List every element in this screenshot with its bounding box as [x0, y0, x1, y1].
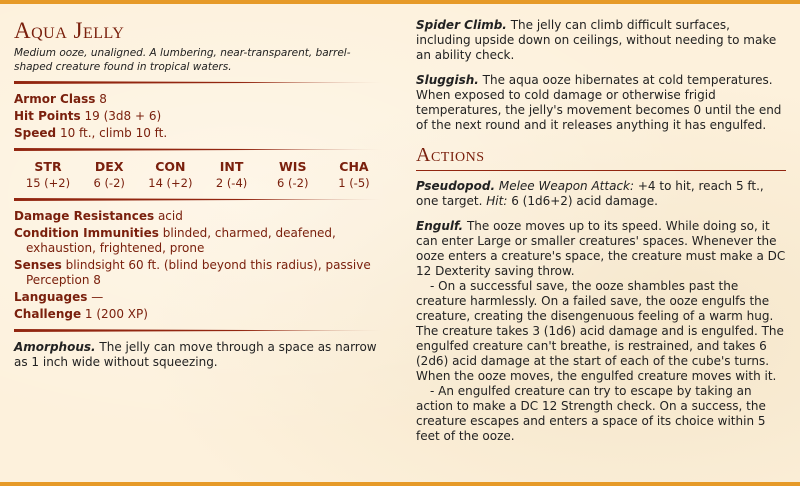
action-engulf: Engulf. The ooze moves up to its speed. While doing so, it can enter Large or smaller creatures' spaces. Whenever the ooze enters a creature's space, the creature must make a DC 12 Dexterity saving throw. - On a successful save, the ooze shambles past the creature harmlessly. On a failed save, the ooze engulfs the creature, creating the disengenuous feeling of a warm hug. The creature takes 3 (1d6) acid damage and is engulfed. The engulfed creature can't breathe, is restrained, and takes 6 (2d6) acid damage at the start of each of the cube's turns. When the ooze moves, the engulfed creature moves with it. - An engulfed creature can try to escape by taking an action to make a DC 12 Strength check. On a success, the creature escapes and enters a space of its choice within 5 feet of the ooze. [416, 219, 786, 443]
ability-str: STR 15 (+2) [25, 159, 71, 190]
ability-scores [14, 159, 386, 191]
ability-cha: CHA 1 (-5) [338, 159, 370, 190]
ability-con: CON 14 (+2) [148, 159, 193, 190]
armor-class: Armor Class 8 [14, 92, 107, 106]
divider [14, 148, 386, 151]
ability-int: INT 2 (-4) [215, 159, 248, 190]
challenge: Challenge 1 (200 XP) [14, 307, 148, 321]
divider [14, 81, 386, 84]
languages: Languages — [14, 290, 104, 304]
trait-spider-climb: Spider Climb. The jelly can climb difficult surfaces, including upside down on ceilings, without needing to make an ability check. [416, 18, 777, 62]
ability-wis: WIS 6 (-2) [277, 159, 309, 190]
trait-sluggish: Sluggish. The aqua ooze hibernates at cold temperatures. When exposed to cold damage or otherwise frigid temperatures, the jelly's movement becomes 0 until the end of the next round and it releases anything it has engulfed. [416, 73, 782, 132]
hit-points: Hit Points 19 (3d8 + 6) [14, 109, 162, 123]
divider [14, 198, 386, 201]
action-pseudopod: Pseudopod. Melee Weapon Attack: +4 to hit, reach 5 ft., one target. Hit: 6 (1d6+2) acid damage. [416, 179, 764, 208]
divider [14, 329, 386, 332]
condition-immunities: Condition Immunities blinded, charmed, deafened, exhaustion, frightened, prone [14, 226, 336, 255]
monster-subtitle: Medium ooze, unaligned. A lumbering, near-transparent, barrel-shaped creature found in tropical waters. [14, 47, 351, 73]
ability-dex: DEX 6 (-2) [93, 159, 125, 190]
right-column [416, 18, 786, 454]
senses: Senses blindsight 60 ft. (blind beyond this radius), passive Perception 8 [14, 258, 371, 287]
actions-header: Actions [416, 143, 786, 171]
damage-resistances: Damage Resistances acid [14, 209, 183, 223]
speed: Speed 10 ft., climb 10 ft. [14, 126, 168, 140]
left-column [14, 14, 386, 380]
trait-amorphous: Amorphous. The jelly can move through a space as narrow as 1 inch wide without squeezing. [14, 340, 377, 369]
monster-name: Aqua Jelly [14, 18, 125, 43]
